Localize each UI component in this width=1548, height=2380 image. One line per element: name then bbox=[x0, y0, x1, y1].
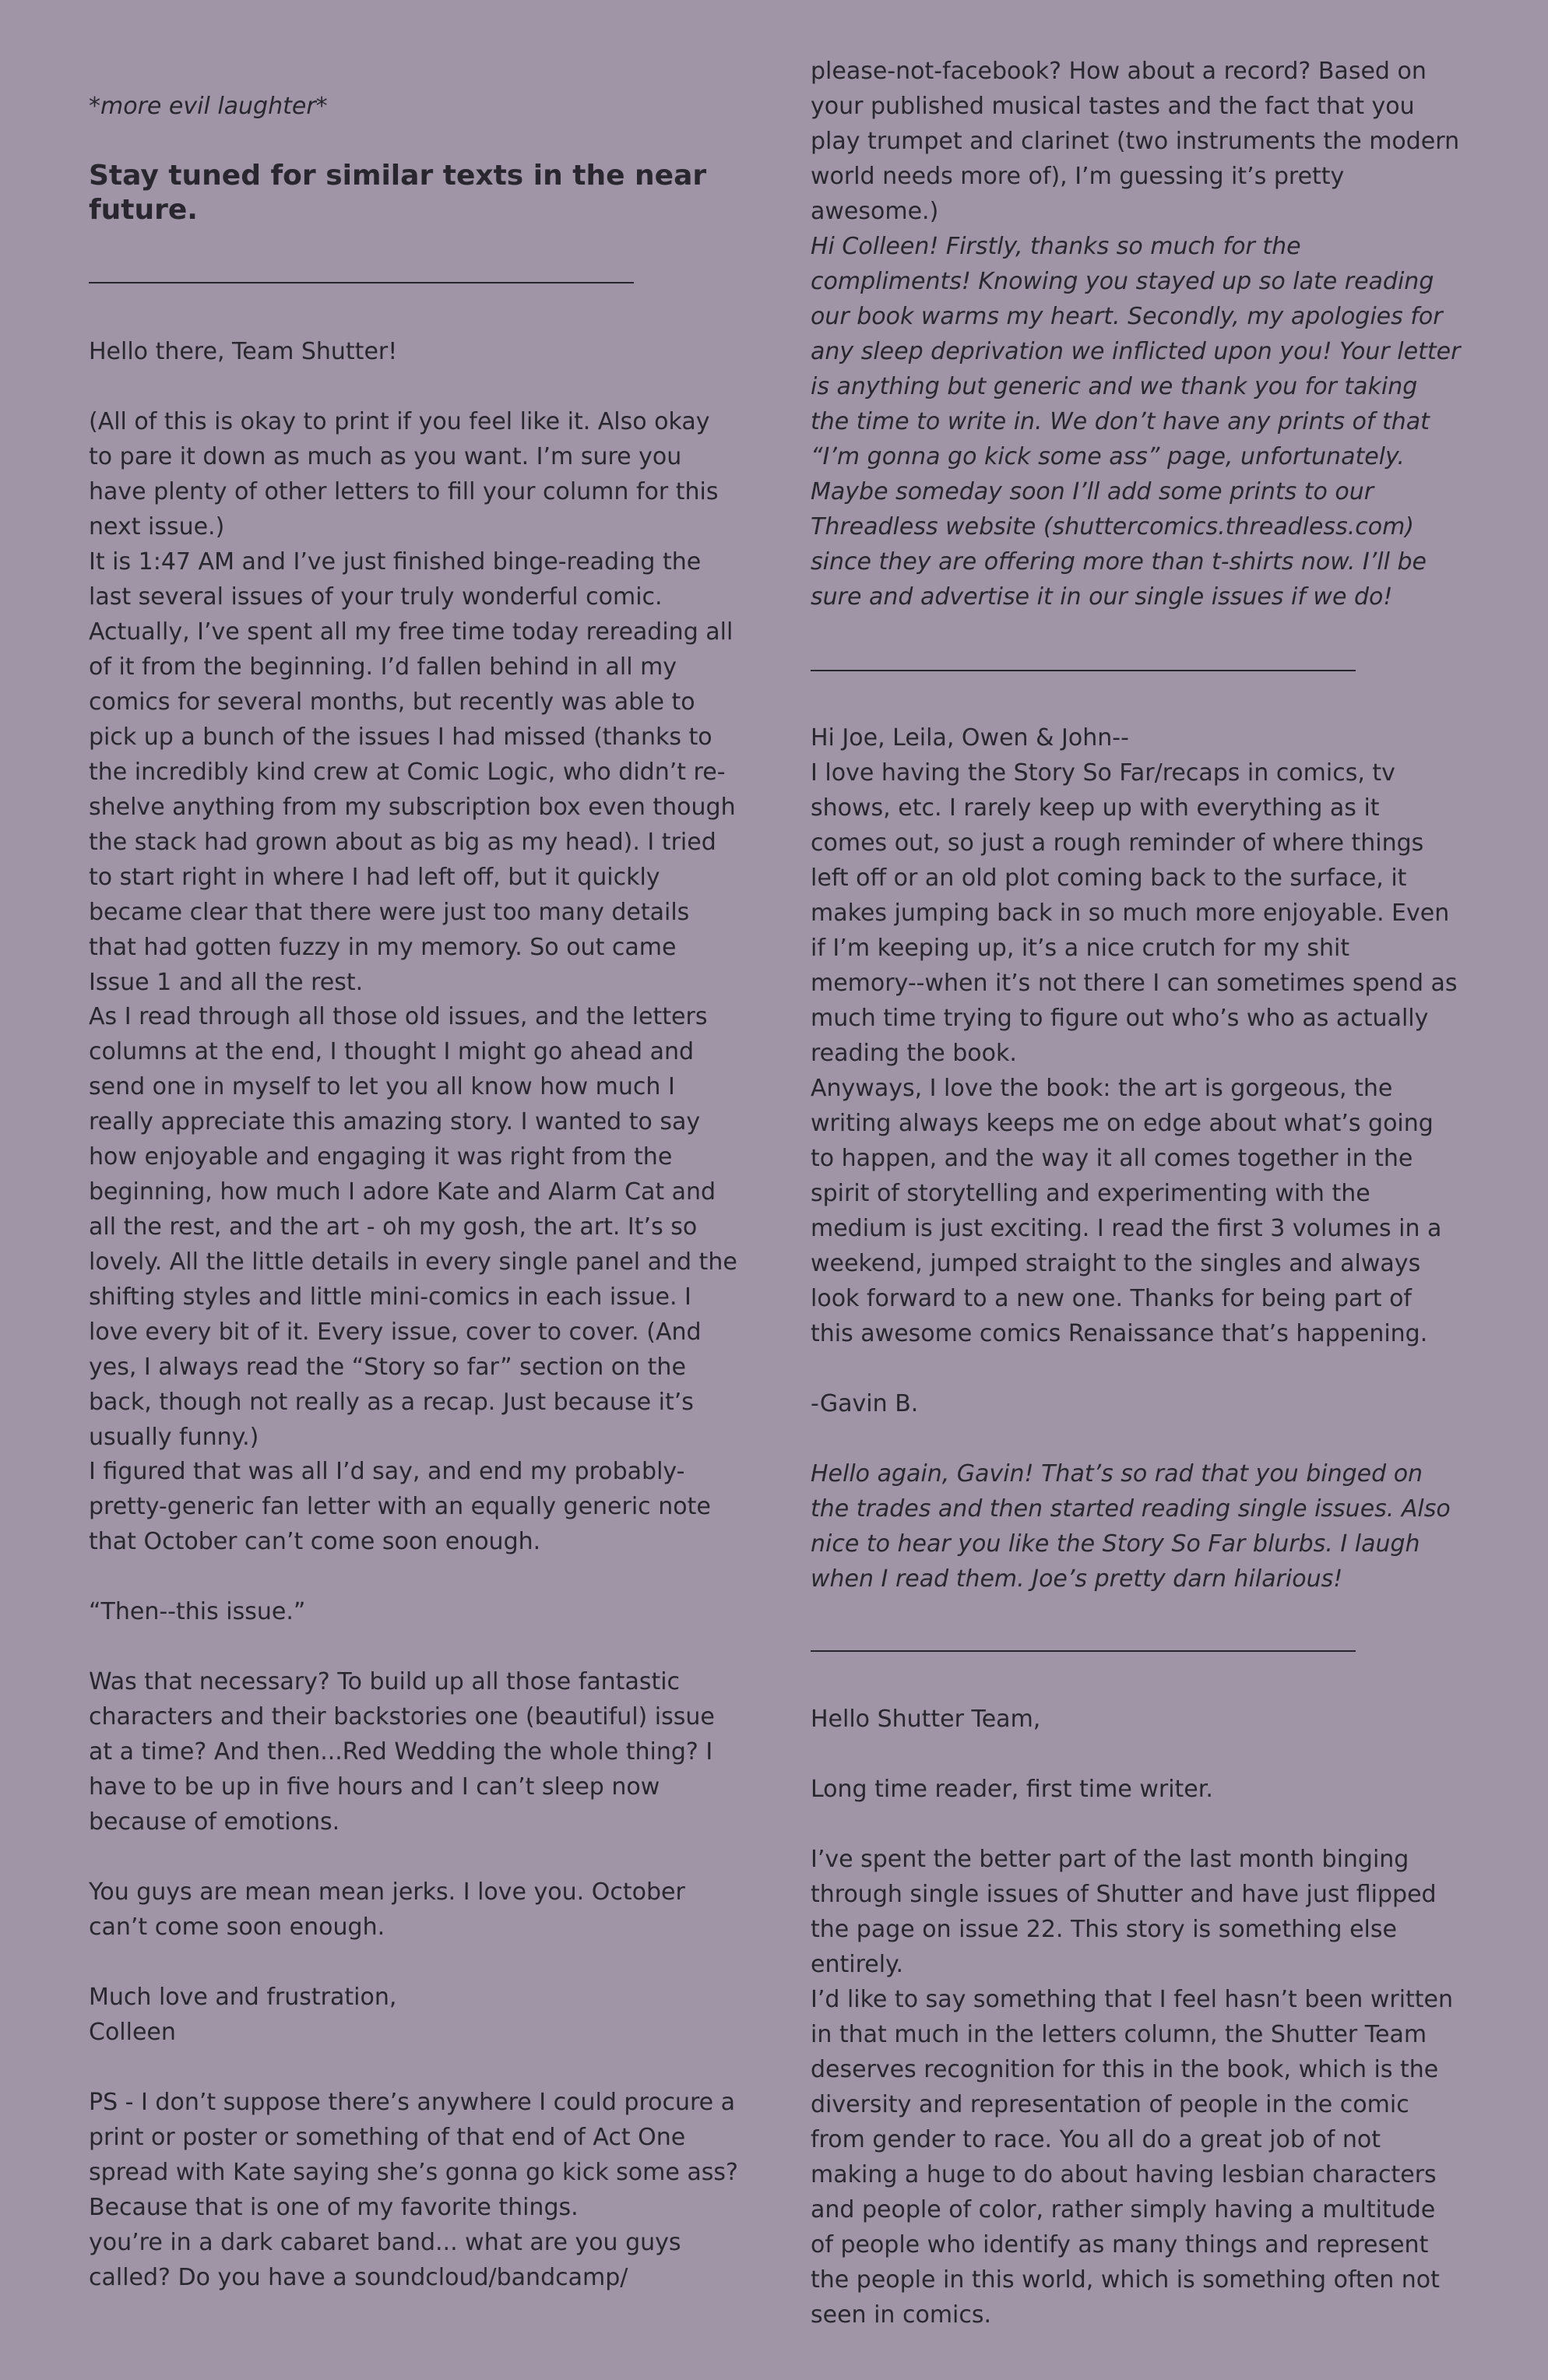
letter1-postscript: PS - I don’t suppose there’s anywhere I could procure a print or poster or something of that end of Act One spread with Kate saying she’s gonna go kick some ass? Because that is one of my favorite things. bbox=[89, 2089, 738, 2221]
reply-to-colleen: Hi Colleen! Firstly, thanks so much for the compliments! Knowing you stayed up so late reading our book warms my heart. Secondly, my apologies for any sleep deprivation we inflicted upon you! Your letter is anything but generic and we thank you for taking the time to write in. We don’t have any prints of that “I’m gonna go kick some ass” page, unfortunately. Maybe someday soon I’ll add some prints to our Threadless website (shuttercomics.threadless.com) since they are offering more than t-shirts now. I’ll be sure and advertise it in our single issues if we do! bbox=[811, 233, 1461, 611]
letter1-signature: Colleen bbox=[89, 2019, 176, 2046]
letter3-paragraph-2: I’ve spent the better part of the last month binging through single issues of Shutter and have just flipped the page on issue 22. This story is something else entirely. bbox=[811, 1846, 1437, 1978]
letter1-postscript-continued: you’re in a dark cabaret band... what are you guys called? Do you have a soundcloud/bandcamp/ bbox=[89, 2229, 681, 2291]
letter2-greeting: Hi Joe, Leila, Owen & John-- bbox=[811, 724, 1129, 752]
letter1-quote: “Then--this issue.” bbox=[89, 1598, 306, 1625]
letter1-paragraph-3: As I read through all those old issues, and the letters columns at the end, I thought I might go ahead and send one in myself to let you all know how much I really appreciate this amazing story. I wanted to say how enjoyable and engaging it was right from the beginning, how much I adore Kate and Alarm Cat and all the rest, and the art - oh my gosh, the art. It’s so lovely. All the little details in every single panel and the shifting styles and little mini-comics in each issue. I love every bit of it. Every issue, cover to cover. (And yes, I always read the “Story so far” section on the back, though not really as a recap. Just because it’s usually funny.) bbox=[89, 1003, 737, 1451]
letter1-paragraph-6: Was that necessary? To build up all those fantastic characters and their backstories one (beautiful) issue at a time? And then...Red Wedding the whole thing? I have to be up in five hours and I can’t sleep now because of emotions. bbox=[89, 1668, 715, 1836]
letter3-paragraph-3: I’d like to say something that I feel hasn’t been written in that much in the letters column, the Shutter Team deserves recognition for this in the book, which is the diversity and representation of people in the comic from gender to race. You all do a great job of not making a huge to do about having lesbian characters and people of color, rather simply having a multitude of people who identify as many things and represent the people in this world, which is something often not seen in comics. bbox=[811, 1986, 1454, 2329]
letter1-signoff: Much love and frustration, bbox=[89, 1984, 397, 2011]
letter1-greeting: Hello there, Team Shutter! bbox=[89, 338, 398, 365]
divider-rule bbox=[89, 282, 634, 283]
letter1-paragraph-1: (All of this is okay to print if you feel like it. Also okay to pare it down as much as you want. I’m sure you have plenty of other letters to fill your column for this next issue.) bbox=[89, 408, 719, 540]
divider-rule bbox=[811, 670, 1356, 671]
letter1-paragraph-4: I figured that was all I’d say, and end my probably-pretty-generic fan letter with an equally generic note that October can’t come soon enough. bbox=[89, 1458, 711, 1555]
letter2-signature: -Gavin B. bbox=[811, 1390, 919, 1417]
letter1-paragraph-7: You guys are mean mean jerks. I love you. October can’t come soon enough. bbox=[89, 1878, 685, 1941]
section-heading: Stay tuned for similar texts in the near future. bbox=[89, 160, 707, 226]
divider-rule bbox=[811, 1650, 1356, 1652]
reply-to-gavin: Hello again, Gavin! That’s so rad that you binged on the trades and then started reading single issues. Also nice to hear you like the Story So Far blurbs. I laugh when I read them. Joe’s pretty darn hilarious! bbox=[811, 1460, 1451, 1593]
letter3-paragraph-1: Long time reader, first time writer. bbox=[811, 1776, 1213, 1803]
letter1-postscript-end: please-not-facebook? How about a record? Based on your published musical tastes and the fact that you play trumpet and clarinet (two instruments the modern world needs more of), I’m guessing it’s pretty awesome.) bbox=[811, 58, 1460, 225]
letter1-paragraph-2: It is 1:47 AM and I’ve just finished binge-reading the last several issues of your truly wonderful comic. Actually, I’ve spent all my free time today rereading all of it from the beginning. I’d fallen behind in all my comics for several months, but recently was able to pick up a bunch of the issues I had missed (thanks to the incredibly kind crew at Comic Logic, who didn’t re-shelve anything from my subscription box even though the stack had grown about as big as my head). I tried to start right in where I had left off, but it quickly became clear that there were just too many details that had gotten fuzzy in my memory. So out came Issue 1 and all the rest. bbox=[89, 548, 736, 996]
letter3-greeting: Hello Shutter Team, bbox=[811, 1706, 1041, 1733]
evil-laughter-line: *more evil laughter* bbox=[89, 93, 328, 120]
letter2-paragraph-2: Anyways, I love the book: the art is gorgeous, the writing always keeps me on edge about what’s going to happen, and the way it all comes together in the spirit of storytelling and experimenting with the medium is just exciting. I read the first 3 volumes in a weekend, jumped straight to the singles and always look forward to a new one. Thanks for being part of this awesome comics Renaissance that’s happening. bbox=[811, 1075, 1442, 1347]
letter2-paragraph-1: I love having the Story So Far/recaps in comics, tv shows, etc. I rarely keep up with everything as it comes out, so just a rough reminder of where things left off or an old plot coming back to the surface, it makes jumping back in so much more enjoyable. Even if I’m keeping up, it’s a nice crutch for my shit memory--when it’s not there I can sometimes spend as much time trying to figure out who’s who as actually reading the book. bbox=[811, 759, 1458, 1067]
